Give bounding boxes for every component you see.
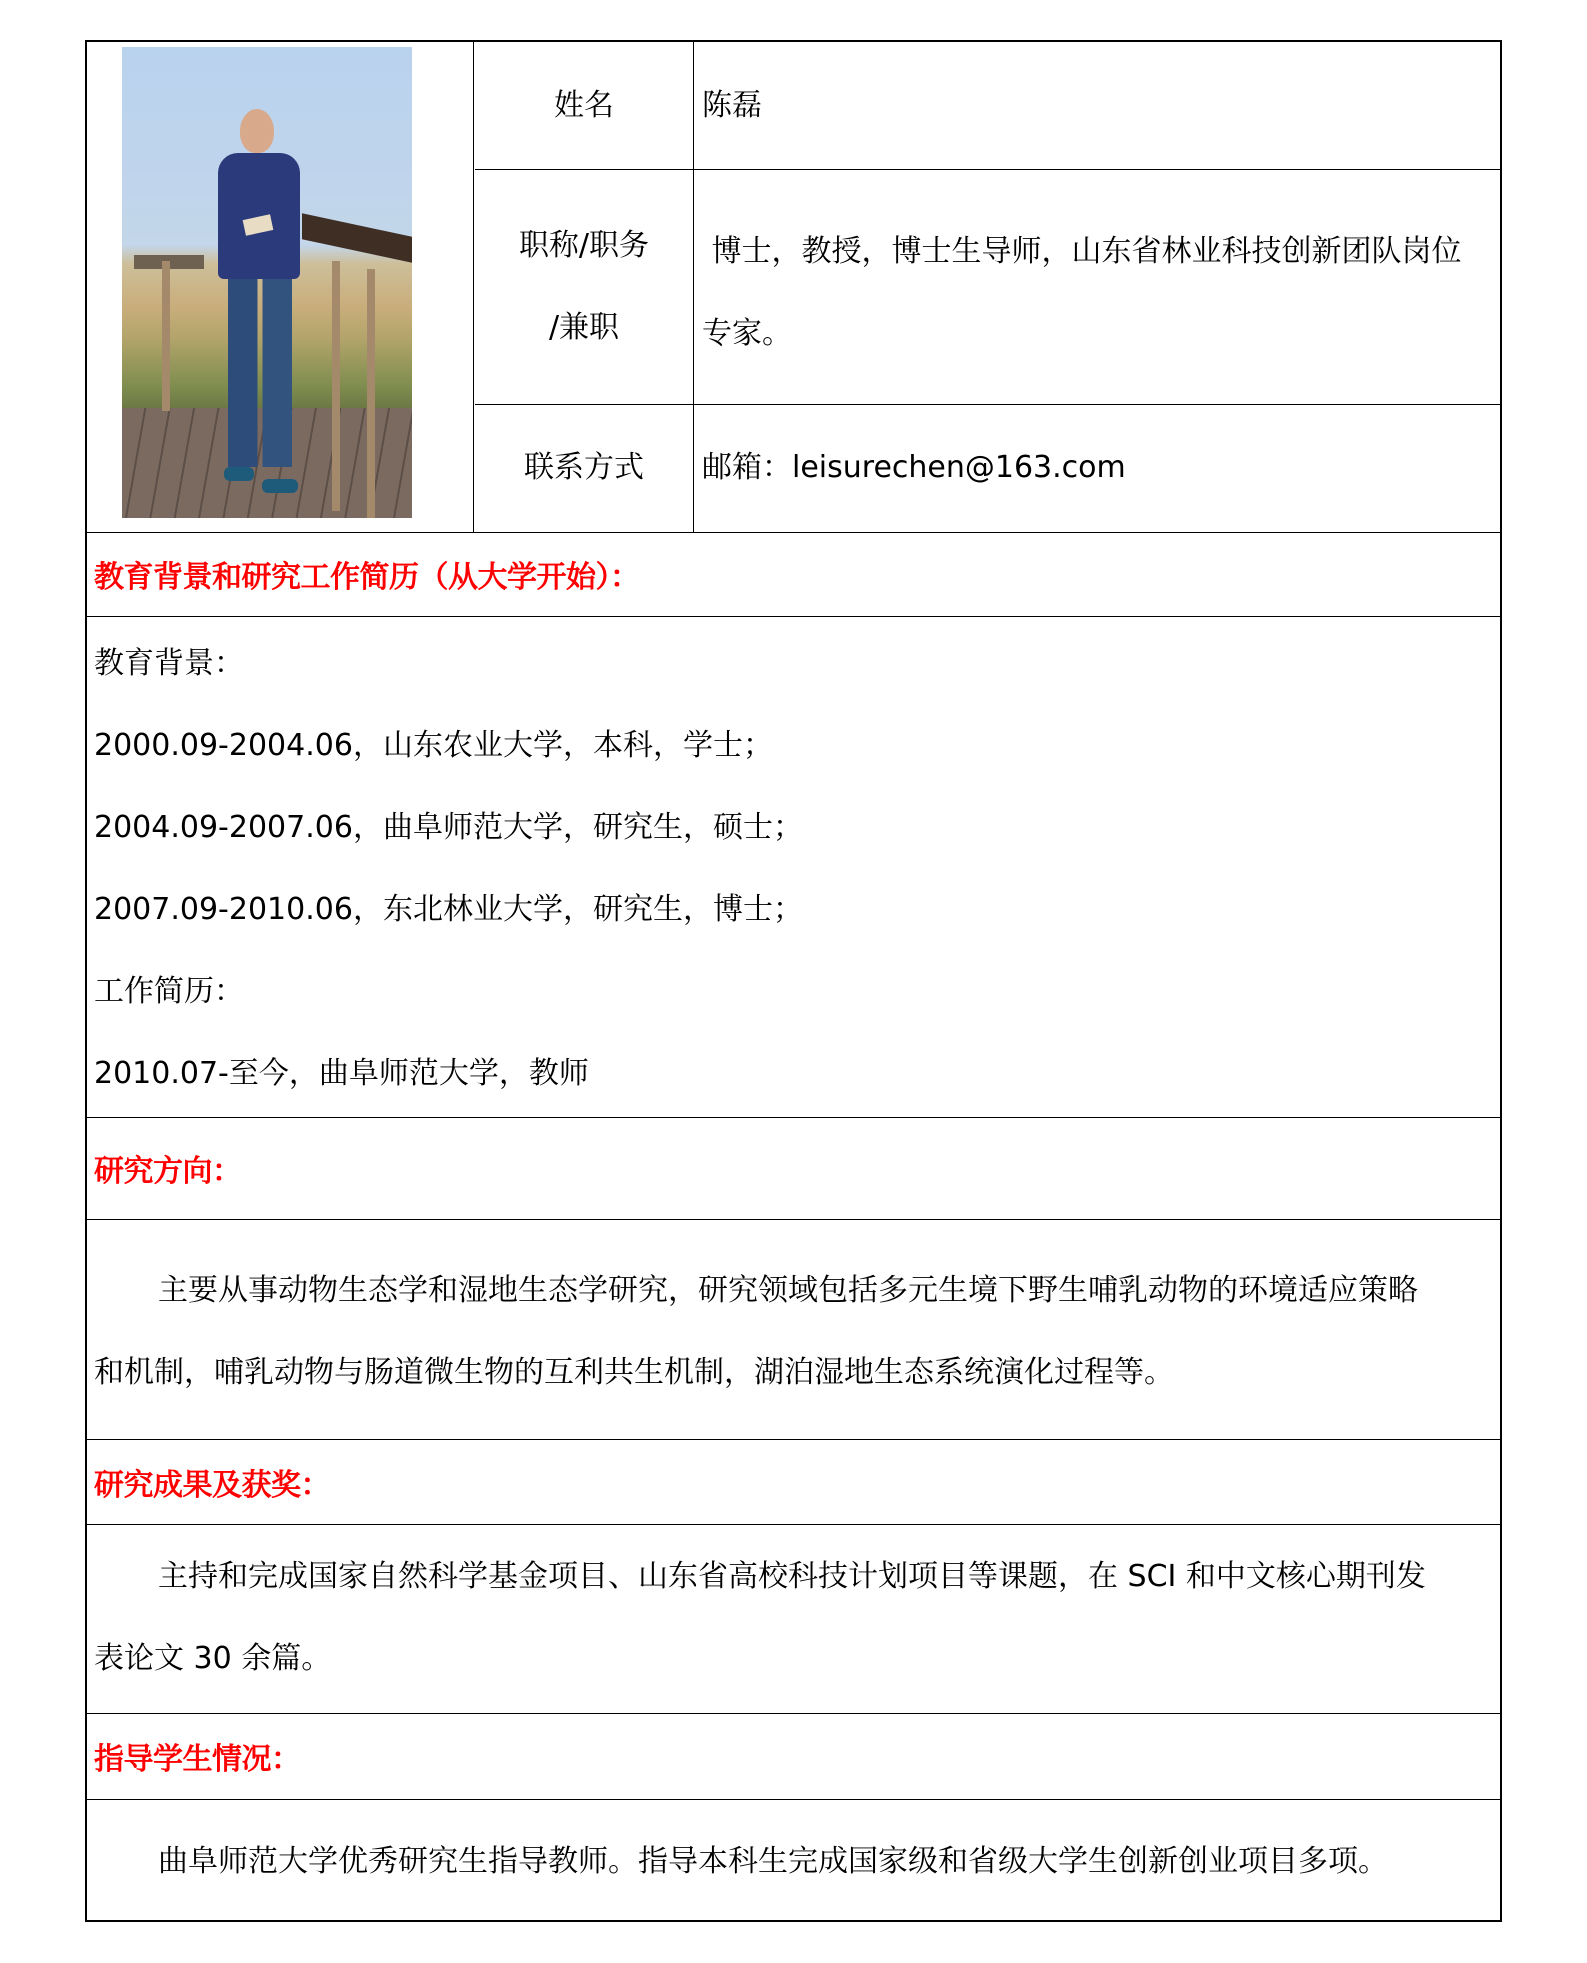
column-divider-photo xyxy=(473,42,474,532)
contact-label xyxy=(475,404,693,532)
photo-cell xyxy=(87,42,473,532)
name-value-text: 陈磊 xyxy=(702,87,762,123)
photo-person xyxy=(224,467,254,481)
email-text[interactable]: 邮箱：leisurechen@163.com xyxy=(702,450,1126,485)
title-value xyxy=(695,169,1502,404)
section-title-education: 教育背景和研究工作简历（从大学开始）： xyxy=(94,560,640,595)
section-title-achievements: 研究成果及获奖： xyxy=(94,1467,330,1503)
name-label-text: 姓名 xyxy=(554,87,614,123)
profile-photo xyxy=(122,47,412,518)
achievements-body xyxy=(87,1524,1500,1713)
contact-value xyxy=(695,404,1502,532)
title-value-line1: 博士，教授，博士生导师，山东省林业科技创新团队岗位 xyxy=(702,234,1462,269)
section-title-research: 研究方向： xyxy=(94,1154,242,1189)
section-title-students: 指导学生情况： xyxy=(94,1742,301,1777)
photo-person xyxy=(262,479,298,493)
education-line: 2004.09-2007.06，曲阜师范大学，研究生，硕士； xyxy=(94,810,803,845)
research-body xyxy=(87,1219,1500,1439)
title-label xyxy=(475,169,693,404)
education-line: 2010.07-至今，曲阜师范大学，教师 xyxy=(94,1056,589,1091)
education-line: 教育背景： xyxy=(94,646,244,681)
photo-person xyxy=(240,109,274,153)
name-label xyxy=(475,42,693,169)
contact-label-text: 联系方式 xyxy=(524,450,644,485)
research-line1: 主要从事动物生态学和湿地生态学研究，研究领域包括多元生境下野生哺乳动物的环境适应策略 xyxy=(158,1273,1418,1308)
education-body xyxy=(87,616,1500,1117)
photo-post xyxy=(162,261,170,411)
education-line: 2007.09-2010.06，东北林业大学，研究生，博士； xyxy=(94,892,803,927)
title-label-line1: 职称/职务 xyxy=(518,227,650,263)
photo-rail xyxy=(302,213,412,262)
research-line2: 和机制，哺乳动物与肠道微生物的互利共生机制，湖泊湿地生态系统演化过程等。 xyxy=(94,1355,1174,1390)
photo-person xyxy=(228,277,292,467)
column-divider-label xyxy=(693,42,694,532)
students-line1: 曲阜师范大学优秀研究生指导教师。指导本科生完成国家级和省级大学生创新创业项目多项。 xyxy=(158,1844,1388,1879)
title-label-line2: /兼职 xyxy=(548,309,620,345)
profile-table xyxy=(85,40,1502,1922)
title-value-line2: 专家。 xyxy=(702,316,792,351)
education-line: 工作简历： xyxy=(94,974,244,1009)
students-body xyxy=(87,1799,1500,1920)
photo-post xyxy=(367,269,375,518)
photo-post xyxy=(332,261,340,511)
achievements-line2: 表论文 30 余篇。 xyxy=(94,1641,332,1676)
education-line: 2000.09-2004.06，山东农业大学，本科，学士； xyxy=(94,728,773,763)
name-value xyxy=(695,42,1502,169)
achievements-line1: 主持和完成国家自然科学基金项目、山东省高校科技计划项目等课题，在 SCI 和中文核心期刊发 xyxy=(158,1559,1426,1594)
